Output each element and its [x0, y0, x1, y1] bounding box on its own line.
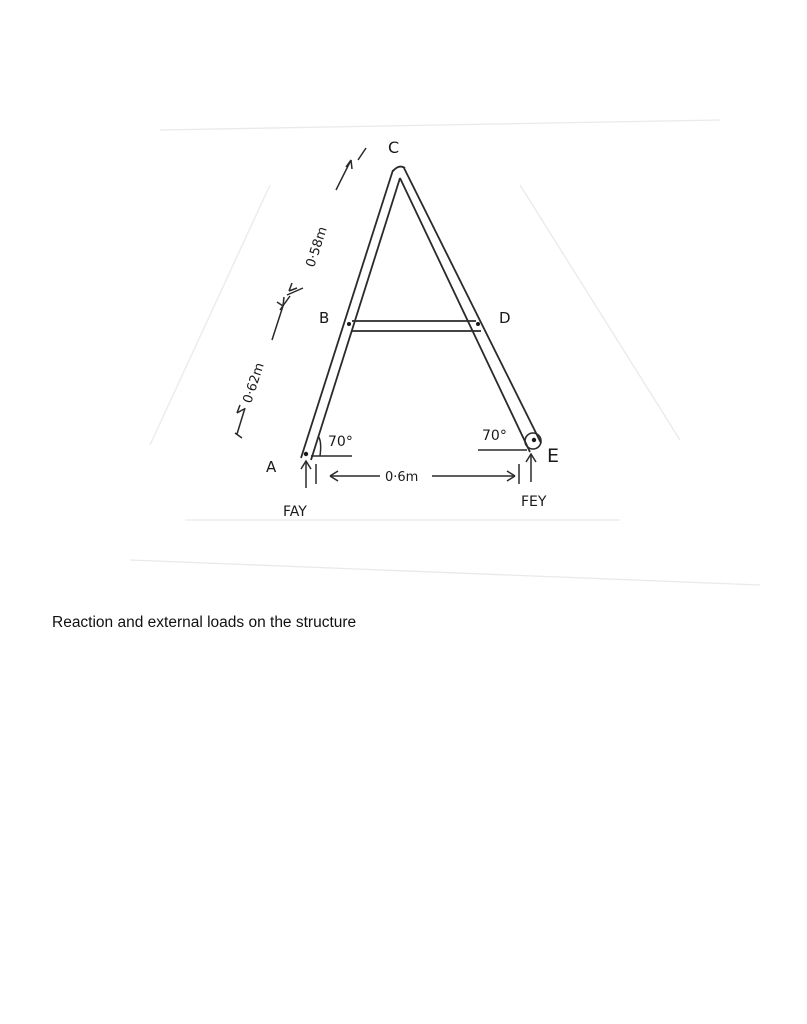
member-ac	[301, 170, 400, 460]
node-label-a: A	[266, 458, 277, 476]
reaction-label-left: FAY	[283, 504, 307, 520]
reaction-arrow-right	[526, 454, 536, 482]
node-label-d: D	[499, 309, 511, 327]
member-ce	[400, 168, 541, 452]
dimension-label-upper-left: 0·58m	[303, 225, 331, 270]
figure-caption: Reaction and external loads on the structure	[52, 614, 357, 631]
node-label-e: E	[547, 445, 560, 467]
pin-e	[532, 438, 536, 442]
reaction-arrow-left	[301, 461, 311, 488]
angle-label-right: 70°	[482, 428, 507, 444]
pin-a	[304, 452, 308, 456]
node-label-b: B	[319, 309, 330, 327]
pin-b	[347, 322, 351, 326]
member-bd	[351, 321, 481, 331]
bleed-through	[130, 120, 760, 585]
dimension-label-lower-left: 0·62m	[240, 361, 268, 406]
dimension-label-base: 0·6m	[385, 470, 419, 485]
reaction-label-right: FEY	[521, 494, 547, 510]
apex-cap	[393, 167, 405, 171]
angle-label-left: 70°	[328, 434, 353, 450]
node-label-c: C	[388, 138, 400, 157]
pin-d	[476, 322, 480, 326]
